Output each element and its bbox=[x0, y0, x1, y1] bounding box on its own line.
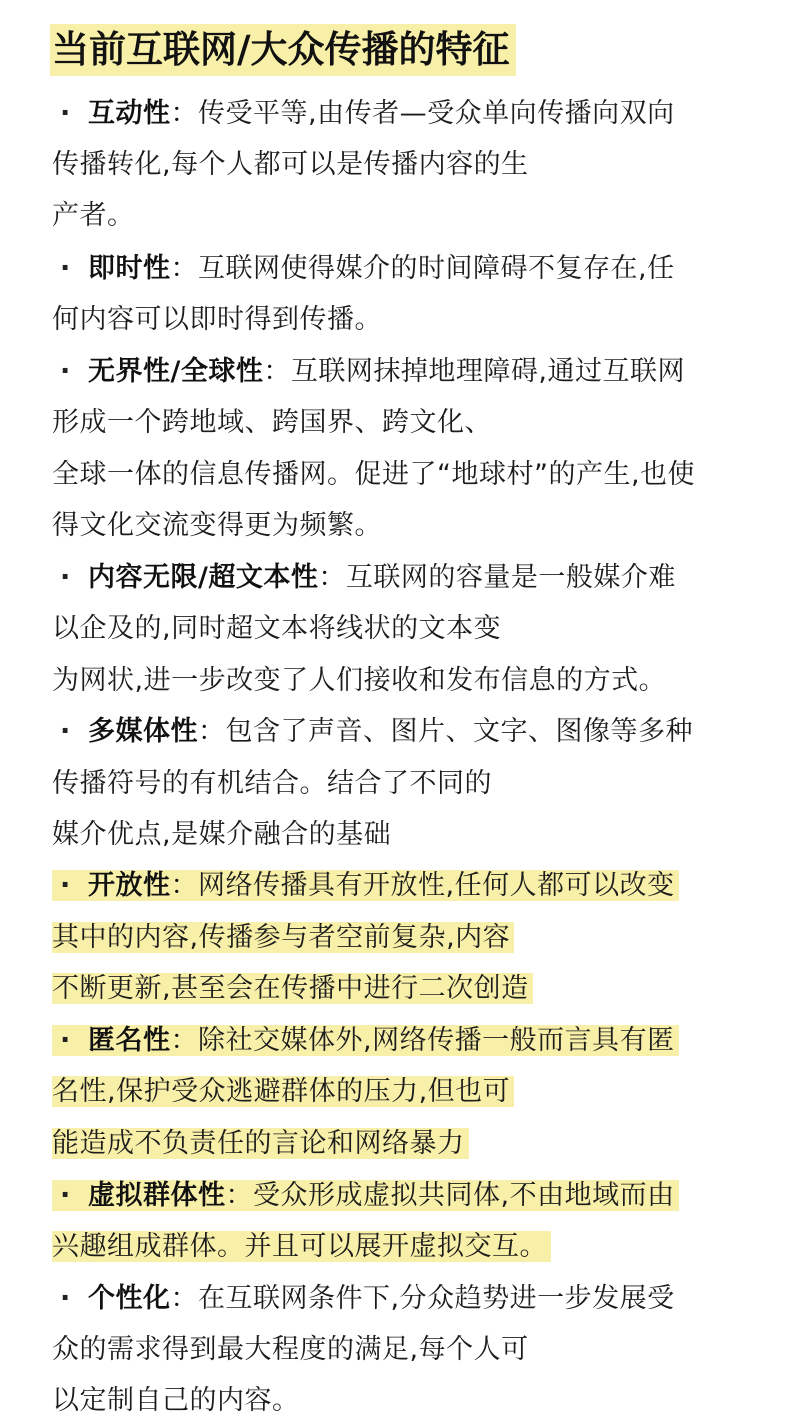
item-text: 传受平等,由传者—受众单向传播向双向 bbox=[198, 98, 675, 129]
item-text: 包含了声音、图片、文字、图像等多种 bbox=[225, 716, 693, 747]
bullet-icon: · bbox=[60, 356, 71, 387]
item-text-line: 众的需求得到最大程度的满足,每个人可 bbox=[52, 1334, 529, 1365]
list-item-anonymity bbox=[52, 1021, 679, 1061]
item-text: 受众形成虚拟共同体,不由地域而由 bbox=[253, 1180, 675, 1211]
bullet-icon: · bbox=[60, 562, 71, 593]
item-term: 即时性 bbox=[88, 253, 171, 284]
list-item-personalization bbox=[52, 1279, 675, 1319]
colon: ： bbox=[170, 870, 198, 901]
item-text: 互联网使得媒介的时间障碍不复存在,任 bbox=[198, 253, 675, 284]
item-text-line bbox=[52, 1227, 551, 1267]
item-text: 网络传播具有开放性,任何人都可以改变 bbox=[198, 870, 675, 901]
colon: ： bbox=[263, 356, 291, 387]
highlighted-text bbox=[52, 870, 679, 901]
item-text-line: 传播转化,每个人都可以是传播内容的生 bbox=[52, 149, 529, 180]
colon: ： bbox=[170, 1025, 198, 1056]
item-term: 个性化 bbox=[88, 1283, 171, 1314]
item-text-line: 形成一个跨地域、跨国界、跨文化、 bbox=[52, 407, 492, 438]
item-term: 匿名性 bbox=[88, 1025, 171, 1056]
list-item-hypertext bbox=[52, 558, 676, 598]
highlighted-text bbox=[52, 1180, 679, 1211]
item-text: 在互联网条件下,分众趋势进一步发展受 bbox=[198, 1283, 675, 1314]
bullet-icon: · bbox=[60, 1180, 71, 1211]
highlighted-text: 不断更新,甚至会在传播中进行二次创造 bbox=[52, 973, 533, 1004]
bullet-icon: · bbox=[60, 253, 71, 284]
colon: ： bbox=[170, 98, 198, 129]
bullet-icon: · bbox=[60, 98, 71, 129]
highlighted-text: 兴趣组成群体。并且可以展开虚拟交互。 bbox=[52, 1231, 551, 1262]
item-text-line bbox=[52, 1072, 514, 1112]
colon: ： bbox=[170, 1283, 198, 1314]
item-text: 除社交媒体外,网络传播一般而言具有匿 bbox=[198, 1025, 675, 1056]
item-text-line bbox=[52, 969, 533, 1009]
item-text-line: 得文化交流变得更为频繁。 bbox=[52, 510, 382, 541]
item-text-line: 何内容可以即时得到传播。 bbox=[52, 304, 382, 335]
item-text: 互联网抹掉地理障碍,通过互联网 bbox=[290, 356, 685, 387]
item-text-line: 以企及的,同时超文本将线状的文本变 bbox=[52, 613, 502, 644]
item-text-line bbox=[52, 918, 514, 958]
item-term: 开放性 bbox=[88, 870, 171, 901]
list-item-virtual-community bbox=[52, 1176, 679, 1216]
colon: ： bbox=[198, 716, 226, 747]
item-term: 互动性 bbox=[88, 98, 171, 129]
bullet-icon: · bbox=[60, 870, 71, 901]
bullet-icon: · bbox=[60, 716, 71, 747]
item-term: 虚拟群体性 bbox=[88, 1180, 226, 1211]
list-item-globality bbox=[52, 352, 685, 392]
item-term: 内容无限/超文本性 bbox=[88, 562, 319, 593]
item-text-line: 以定制自己的内容。 bbox=[52, 1385, 300, 1416]
highlighted-text: 其中的内容,传播参与者空前复杂,内容 bbox=[52, 922, 514, 953]
colon: ： bbox=[170, 253, 198, 284]
bullet-icon: · bbox=[60, 1283, 71, 1314]
bullet-icon: · bbox=[60, 1025, 71, 1056]
item-term: 无界性/全球性 bbox=[88, 356, 264, 387]
page-title: 当前互联网/大众传播的特征 bbox=[50, 24, 516, 76]
item-text-line: 产者。 bbox=[52, 200, 135, 231]
colon: ： bbox=[225, 1180, 253, 1211]
list-item-multimedia bbox=[52, 712, 693, 752]
list-item-interactivity bbox=[52, 94, 675, 134]
item-text-line: 传播符号的有机结合。结合了不同的 bbox=[52, 768, 492, 799]
item-term: 多媒体性 bbox=[88, 716, 198, 747]
item-text-line bbox=[52, 1124, 469, 1164]
item-text-line: 媒介优点,是媒介融合的基础 bbox=[52, 819, 392, 850]
item-text-line: 全球一体的信息传播网。促进了“地球村”的产生,也使 bbox=[52, 459, 696, 490]
colon: ： bbox=[318, 562, 346, 593]
list-item-openness bbox=[52, 866, 679, 906]
item-text-line: 为网状,进一步改变了人们接收和发布信息的方式。 bbox=[52, 665, 667, 696]
highlighted-text: 能造成不负责任的言论和网络暴力 bbox=[52, 1128, 469, 1159]
highlighted-text: 名性,保护受众逃避群体的压力,但也可 bbox=[52, 1076, 514, 1107]
highlighted-text bbox=[52, 1025, 679, 1056]
list-item-immediacy bbox=[52, 249, 675, 289]
item-text: 互联网的容量是一般媒介难 bbox=[345, 562, 676, 593]
